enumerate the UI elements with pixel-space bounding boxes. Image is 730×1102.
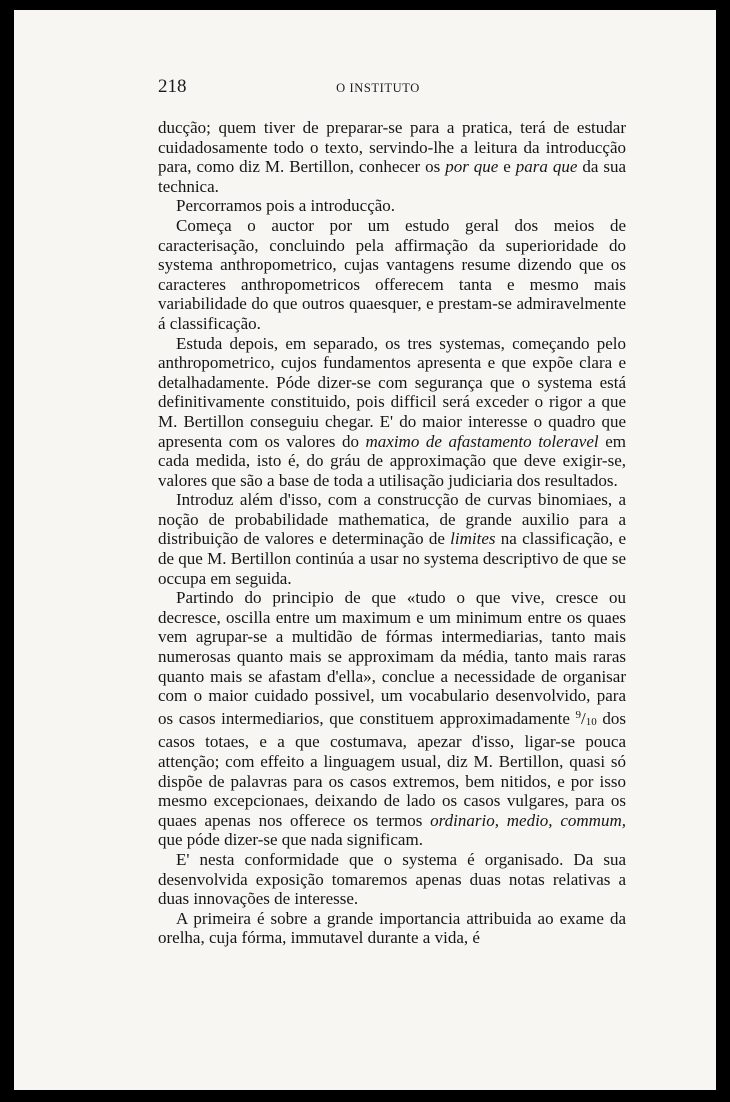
fraction: $^9/_{10}$ (575, 708, 597, 728)
book-page (14, 10, 716, 1090)
text-run: A primeira é sobre a grande importancia attribuida ao exame da orelha, cuja fórma, immutavel durante a vida, é (158, 908, 626, 948)
text-run: Começa o auctor por um estudo geral dos meios de caracterisação, concluindo pela affirmação da superioridade do systema anthropometrico, cujas vantagens resume dizendo que os caracteres anthropometricos offerecem tanta e mesmo mais variabilidade do que outros quaesquer, e prestam-se admiravelmente á classificação. (158, 215, 626, 333)
italic-text: para que (515, 157, 578, 177)
running-title: O INSTITUTO (336, 81, 420, 95)
paragraph (158, 196, 626, 216)
text-run: Partindo do principio de que «tudo o que vive, cresce ou decresce, oscilla entre um maximum e um minimum entre os quaes vem agrupar-se a multidão de fórmas intermediarias, tanto mais numerosas quanto mais se approximam da média, tanto mais raras quanto mais se afastam d'ella», conclue a necessidade de organisar com o maior cuidado possivel, um vocabulario desenvolvido, para os casos intermediarios, que constituem approximadamente (158, 588, 626, 728)
paragraph (158, 216, 626, 334)
text-run: em cada medida, isto é, do gráu de approximação que deve exigir-se, valores que são a base de toda a utilisação judiciaria dos resultados. (158, 431, 626, 490)
text-run: ducção; quem tiver de preparar-se para a pratica, terá de estudar cuidadosamente todo o texto, servindo-lhe a leitura da introducção para, como diz M. Bertillon, conhecer os (158, 118, 626, 177)
paragraph (158, 850, 626, 909)
italic-text: por que (445, 157, 499, 177)
text-run: E' nesta conformidade que o systema é organisado. Da sua desenvolvida exposição tomaremos apenas duas notas relativas a duas innovações de interesse. (158, 849, 626, 909)
body-text (158, 118, 626, 948)
text-run: da sua technica. (158, 157, 627, 196)
paragraph (158, 334, 626, 491)
text-run: Estuda depois, em separado, os tres systemas, começando pelo anthropometrico, cujos fundamentos apresenta e que expõe clara e detalhadamente. Póde dizer-se com segurança que o systema está definitivamente constituido, pois difficil será exceder o rigor a que M. Bertillon conseguiu chegar. E' do maior interesse o quadro que apresenta com os valores do (158, 333, 626, 451)
italic-text: ordinario, medio, commum, (430, 810, 626, 830)
italic-text: limites (450, 529, 496, 549)
page-header (158, 76, 598, 100)
paragraph (158, 909, 626, 948)
text-run: e (498, 157, 516, 177)
paragraph (158, 118, 626, 196)
fraction-denominator: 10 (585, 715, 597, 728)
page-number: 218 (158, 76, 187, 97)
paragraph (158, 490, 626, 588)
paragraph (158, 588, 626, 850)
text-run: Percorramos pois a introducção. (176, 196, 396, 216)
text-run: na classificação, e de que M. Bertillon continúa a usar no systema descriptivo de que se occupa em seguida. (158, 529, 626, 588)
italic-text: maximo de afastamento toleravel (365, 431, 599, 451)
fraction-numerator: 9 (575, 708, 582, 721)
text-run: Introduz além d'isso, com a construcção de curvas binomiaes, a noção de probabilidade mathematica, de grande auxilio para a distribuição de valores e determinação de (158, 490, 626, 549)
text-run: dos casos totaes, e a que costumava, apezar d'isso, ligar-se pouca attenção; com effeito a linguagem usual, diz M. Bertillon, quasi só dispõe de palavras para os casos extremos, bem nitidos, e por isso mesmo excepcionaes, deixando de lado os casos vulgares, para os quaes apenas nos offerece os termos (158, 708, 626, 830)
text-run: que póde dizer-se que nada significam. (158, 830, 423, 850)
